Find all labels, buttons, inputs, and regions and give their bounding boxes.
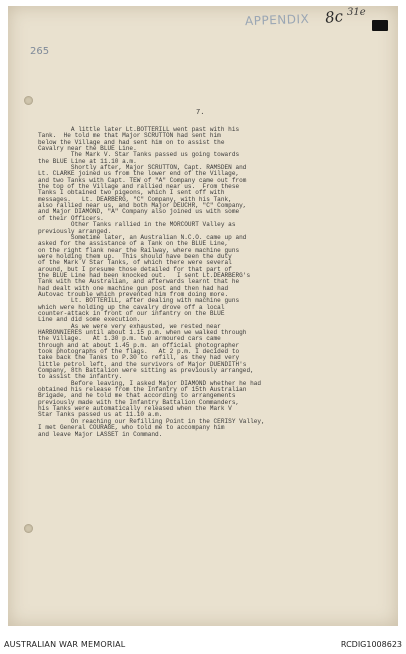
text-line: around, but I presume those detailed for that part of bbox=[38, 265, 232, 273]
appendix-stamp: APPENDIX bbox=[244, 11, 310, 29]
text-line: counter-attack in front of our infantry on the BLUE bbox=[38, 309, 225, 317]
text-line: HARBONNIERES until about 1.15 p.m. when we walked through bbox=[38, 329, 247, 336]
text-line: Autovac trouble which prevented him from doing more. bbox=[38, 290, 229, 298]
text-line: had dealt with one machine gun post and then had had bbox=[38, 284, 229, 292]
archive-stamp-number: 265 bbox=[30, 46, 50, 57]
text-line: The Mark V. Star Tanks passed us going towards bbox=[38, 151, 240, 159]
text-line: Tanks I obtained two pigeons, which I sent off with bbox=[38, 189, 225, 197]
text-line: the Village. At 1.30 p.m. two armoured cars came bbox=[38, 335, 221, 343]
text-line: to assist the infantry. bbox=[38, 373, 123, 381]
text-line: which were holding up the cavalry drove off a local bbox=[38, 303, 225, 311]
folio-number: 31e bbox=[347, 7, 366, 18]
text-line: asked for the assistance of a Tank on the BLUE Line, bbox=[38, 240, 229, 248]
text-line: on the right flank near the Railway, where machine guns bbox=[38, 246, 240, 254]
text-line: Other Tanks rallied in the MORCOURT Valley as bbox=[38, 221, 236, 229]
text-line: and Major DIAMOND, "A" Company also joined us with some bbox=[38, 208, 240, 216]
text-line: obtained his release from the Infantry of 15th Australian bbox=[38, 386, 247, 394]
text-line: Tank with the Australian, and afterwards learnt that he bbox=[38, 278, 240, 286]
text-line: his Tanks were automatically released when the Mark V bbox=[38, 405, 232, 413]
text-line: were holding them up. This should have been the duty bbox=[38, 252, 232, 260]
text-line: also rallied near us, and both Major DEUCHR, "C" Company, bbox=[38, 202, 247, 210]
text-line: Sometime later, an Australian N.C.O. came up and bbox=[38, 233, 247, 241]
text-line: Company, 8th Battalion were sitting as previously arranged, bbox=[38, 367, 254, 375]
text-line: As we were very exhausted, we rested near bbox=[38, 322, 221, 330]
text-line: and two Tanks with Capt. TEW of "A" Company came out from bbox=[38, 176, 247, 184]
text-line: the BLUE Line at 11.10 a.m. bbox=[38, 157, 137, 165]
text-line: little petrol left, and the survivors of Major DUENDITH's bbox=[38, 360, 247, 368]
punch-hole bbox=[24, 96, 33, 105]
text-line: messages. Lt. DEARBERG, "C" Company, with his Tank, bbox=[38, 195, 232, 203]
text-line: Tank. He told me that Major SCRUTTON had sent him bbox=[38, 132, 221, 140]
text-line: take back the Tanks to P.30 to refill, as they had very bbox=[38, 354, 240, 362]
text-line: Before leaving, I asked Major DIAMOND whether he had bbox=[38, 379, 262, 387]
text-line: the BLUE Line had been knocked out. I sent Lt.DEARBERG's bbox=[38, 271, 251, 279]
text-line: previously arranged. bbox=[38, 227, 112, 235]
text-line: Shortly after, Major SCRUTTON, Capt. RAMSDEN and bbox=[38, 164, 247, 172]
text-line: On reaching our Refilling Point in the CERISY Valley, bbox=[38, 417, 265, 425]
text-line: I met General COURAGE, who told me to accompany him bbox=[38, 424, 225, 432]
text-line: A little later Lt.BOTTERILL went past with his bbox=[38, 126, 240, 133]
text-line: Line and did some execution. bbox=[38, 316, 141, 324]
black-marker-tab bbox=[372, 20, 388, 31]
text-line: previously made with the Infantry Battalion Commanders, bbox=[38, 398, 240, 406]
text-line: Cavalry near the BLUE Line. bbox=[38, 145, 137, 153]
text-line: Lt. BOTTERILL, after dealing with machine guns bbox=[38, 297, 240, 305]
text-line: the top of the Village and rallied near us. From these bbox=[38, 183, 240, 191]
text-line: below the Village and had sent him on to assist the bbox=[38, 138, 225, 146]
record-id: RCDIG1008623 bbox=[340, 640, 402, 649]
text-line: and leave Major LASSET in Command. bbox=[38, 430, 163, 438]
text-line: through and at about 1.45 p.m. an official photographer bbox=[38, 341, 240, 349]
institution-name: AUSTRALIAN WAR MEMORIAL bbox=[4, 640, 126, 649]
text-line: Lt. CLARKE joined us from the lower end of the Village, bbox=[38, 170, 240, 178]
handwritten-appendix-number: 8c bbox=[324, 7, 344, 27]
text-line: of the Mark V Star Tanks, of which there were several bbox=[38, 259, 232, 267]
page-number: 7. bbox=[196, 109, 205, 117]
text-line: Star Tanks passed us at 11.10 a.m. bbox=[38, 411, 163, 419]
punch-hole bbox=[24, 524, 33, 533]
typed-report-text bbox=[38, 127, 383, 438]
footer-bar bbox=[0, 638, 406, 654]
text-line: Brigade, and he told me that according to arrangements bbox=[38, 392, 236, 400]
text-line: took photographs of the flags. At 2 p.m. I decided to bbox=[38, 348, 240, 356]
text-line: of their Officers. bbox=[38, 214, 104, 222]
